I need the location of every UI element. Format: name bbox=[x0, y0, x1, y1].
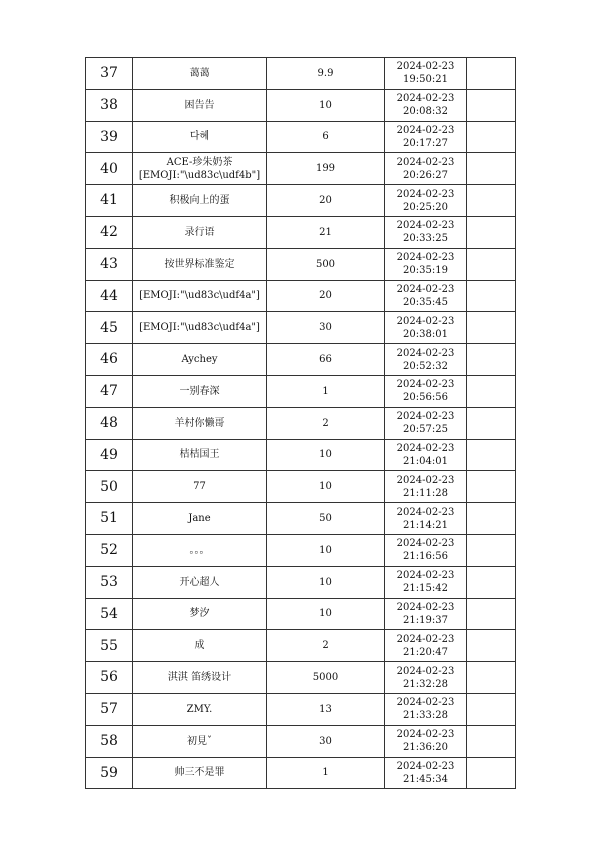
datetime-cell bbox=[385, 248, 467, 280]
note-cell bbox=[467, 121, 516, 153]
datetime-cell bbox=[385, 534, 467, 566]
amount-cell: 30 bbox=[267, 725, 385, 757]
note-cell bbox=[467, 216, 516, 248]
donor-name-cell bbox=[133, 153, 267, 185]
date-text: 2024-02-23 bbox=[396, 729, 455, 741]
time-text: 21:32:28 bbox=[403, 678, 448, 690]
time-text: 21:33:28 bbox=[403, 710, 448, 722]
note-cell bbox=[467, 725, 516, 757]
date-text: 2024-02-23 bbox=[396, 220, 455, 232]
date-text: 2024-02-23 bbox=[396, 601, 455, 613]
datetime-cell bbox=[385, 566, 467, 598]
amount-cell: 10 bbox=[267, 534, 385, 566]
row-number-cell: 55 bbox=[86, 630, 133, 662]
donor-name-line: 按世界标准鉴定 bbox=[164, 258, 235, 270]
donor-name-line: 羊村你懒哥 bbox=[174, 417, 225, 429]
time-text: 21:36:20 bbox=[403, 742, 448, 754]
amount-cell: 199 bbox=[267, 153, 385, 185]
amount-cell: 50 bbox=[267, 503, 385, 535]
donor-name-cell bbox=[133, 693, 267, 725]
donor-name-cell bbox=[133, 503, 267, 535]
row-number-cell: 38 bbox=[86, 89, 133, 121]
amount-cell: 9.9 bbox=[267, 58, 385, 90]
donor-name-line: 桔桔国王 bbox=[179, 449, 220, 461]
donor-name-cell bbox=[133, 248, 267, 280]
datetime-cell bbox=[385, 725, 467, 757]
donor-name-line: 困告告 bbox=[184, 99, 215, 111]
amount-cell: 13 bbox=[267, 693, 385, 725]
table-row bbox=[86, 58, 516, 90]
amount-cell: 10 bbox=[267, 439, 385, 471]
donor-name-line: Jane bbox=[188, 513, 211, 525]
donor-name-line: 다혜 bbox=[189, 131, 210, 143]
donor-name-cell bbox=[133, 58, 267, 90]
note-cell bbox=[467, 503, 516, 535]
table-row bbox=[86, 630, 516, 662]
donation-table bbox=[85, 57, 516, 789]
time-text: 19:50:21 bbox=[403, 74, 448, 86]
donor-name-cell bbox=[133, 185, 267, 217]
table-row bbox=[86, 280, 516, 312]
row-number-cell: 40 bbox=[86, 153, 133, 185]
donor-name-line: 蔼蔼 bbox=[189, 67, 210, 79]
time-text: 20:08:32 bbox=[403, 106, 448, 118]
donor-name-line: [EMOJI:"\ud83c\udf4b"] bbox=[138, 169, 261, 181]
table-row bbox=[86, 216, 516, 248]
date-text: 2024-02-23 bbox=[396, 665, 455, 677]
date-text: 2024-02-23 bbox=[396, 283, 455, 295]
note-cell bbox=[467, 185, 516, 217]
datetime-cell bbox=[385, 662, 467, 694]
donor-name-line: 初見ˇ bbox=[187, 735, 212, 747]
note-cell bbox=[467, 471, 516, 503]
donor-name-line: Aychey bbox=[181, 354, 218, 366]
row-number-cell: 50 bbox=[86, 471, 133, 503]
date-text: 2024-02-23 bbox=[396, 61, 455, 73]
time-text: 21:15:42 bbox=[403, 583, 448, 595]
time-text: 20:33:25 bbox=[403, 233, 448, 245]
row-number-cell: 45 bbox=[86, 312, 133, 344]
datetime-cell bbox=[385, 439, 467, 471]
row-number-cell: 57 bbox=[86, 693, 133, 725]
time-text: 20:25:20 bbox=[403, 201, 448, 213]
donor-name-line: ZMY. bbox=[186, 703, 213, 715]
table-row bbox=[86, 725, 516, 757]
donor-name-line: 淇淇 笛绣设计 bbox=[167, 672, 232, 684]
amount-cell: 500 bbox=[267, 248, 385, 280]
datetime-cell bbox=[385, 503, 467, 535]
donor-name-line: 一别春深 bbox=[179, 385, 220, 397]
date-text: 2024-02-23 bbox=[396, 538, 455, 550]
table-row bbox=[86, 534, 516, 566]
donor-name-cell bbox=[133, 121, 267, 153]
datetime-cell bbox=[385, 185, 467, 217]
date-text: 2024-02-23 bbox=[396, 570, 455, 582]
table-row bbox=[86, 471, 516, 503]
note-cell bbox=[467, 153, 516, 185]
datetime-cell bbox=[385, 757, 467, 789]
amount-cell: 1 bbox=[267, 757, 385, 789]
donor-name-cell bbox=[133, 598, 267, 630]
donor-name-cell bbox=[133, 216, 267, 248]
note-cell bbox=[467, 248, 516, 280]
table-row bbox=[86, 121, 516, 153]
datetime-cell bbox=[385, 471, 467, 503]
date-text: 2024-02-23 bbox=[396, 411, 455, 423]
table-row bbox=[86, 185, 516, 217]
datetime-cell bbox=[385, 216, 467, 248]
donor-name-line: 。。。 bbox=[189, 544, 210, 556]
note-cell bbox=[467, 630, 516, 662]
table-row bbox=[86, 248, 516, 280]
donor-name-cell bbox=[133, 566, 267, 598]
donor-name-line: 成 bbox=[194, 640, 205, 652]
amount-cell: 10 bbox=[267, 89, 385, 121]
table-row bbox=[86, 757, 516, 789]
donor-name-cell bbox=[133, 471, 267, 503]
row-number-cell: 53 bbox=[86, 566, 133, 598]
amount-cell: 1 bbox=[267, 375, 385, 407]
amount-cell: 66 bbox=[267, 344, 385, 376]
donor-name-line: [EMOJI:"\ud83c\udf4a"] bbox=[139, 322, 260, 334]
row-number-cell: 44 bbox=[86, 280, 133, 312]
donor-name-line: ACE-珍朱奶茶 bbox=[166, 156, 233, 168]
datetime-cell bbox=[385, 598, 467, 630]
note-cell bbox=[467, 662, 516, 694]
time-text: 20:56:56 bbox=[403, 392, 448, 404]
row-number-cell: 56 bbox=[86, 662, 133, 694]
time-text: 21:20:47 bbox=[403, 646, 448, 658]
note-cell bbox=[467, 439, 516, 471]
table-row bbox=[86, 312, 516, 344]
table-row bbox=[86, 439, 516, 471]
note-cell bbox=[467, 407, 516, 439]
note-cell bbox=[467, 375, 516, 407]
donor-name-line: 77 bbox=[193, 481, 206, 493]
time-text: 20:57:25 bbox=[403, 424, 448, 436]
donor-name-cell bbox=[133, 662, 267, 694]
table-row bbox=[86, 598, 516, 630]
time-text: 21:45:34 bbox=[403, 773, 448, 785]
note-cell bbox=[467, 534, 516, 566]
donor-name-cell bbox=[133, 757, 267, 789]
datetime-cell bbox=[385, 630, 467, 662]
row-number-cell: 37 bbox=[86, 58, 133, 90]
donor-name-cell bbox=[133, 312, 267, 344]
time-text: 20:35:19 bbox=[403, 265, 448, 277]
donor-name-cell bbox=[133, 725, 267, 757]
date-text: 2024-02-23 bbox=[396, 156, 455, 168]
row-number-cell: 39 bbox=[86, 121, 133, 153]
donor-name-line: 积极向上的蛋 bbox=[169, 195, 230, 207]
row-number-cell: 51 bbox=[86, 503, 133, 535]
datetime-cell bbox=[385, 89, 467, 121]
row-number-cell: 48 bbox=[86, 407, 133, 439]
date-text: 2024-02-23 bbox=[396, 315, 455, 327]
donor-name-line: 梦汐 bbox=[189, 608, 210, 620]
date-text: 2024-02-23 bbox=[396, 252, 455, 264]
time-text: 20:52:32 bbox=[403, 360, 448, 372]
donor-name-cell bbox=[133, 280, 267, 312]
amount-cell: 6 bbox=[267, 121, 385, 153]
date-text: 2024-02-23 bbox=[396, 379, 455, 391]
datetime-cell bbox=[385, 280, 467, 312]
donor-name-cell bbox=[133, 407, 267, 439]
date-text: 2024-02-23 bbox=[396, 760, 455, 772]
datetime-cell bbox=[385, 58, 467, 90]
datetime-cell bbox=[385, 693, 467, 725]
amount-cell: 20 bbox=[267, 185, 385, 217]
datetime-cell bbox=[385, 407, 467, 439]
row-number-cell: 46 bbox=[86, 344, 133, 376]
donor-name-line: [EMOJI:"\ud83c\udf4a"] bbox=[139, 290, 260, 302]
row-number-cell: 42 bbox=[86, 216, 133, 248]
amount-cell: 10 bbox=[267, 566, 385, 598]
amount-cell: 20 bbox=[267, 280, 385, 312]
note-cell bbox=[467, 344, 516, 376]
note-cell bbox=[467, 280, 516, 312]
note-cell bbox=[467, 89, 516, 121]
date-text: 2024-02-23 bbox=[396, 442, 455, 454]
donor-name-cell bbox=[133, 630, 267, 662]
date-text: 2024-02-23 bbox=[396, 93, 455, 105]
donor-name-line: 帅三不是罪 bbox=[174, 767, 225, 779]
amount-cell: 10 bbox=[267, 471, 385, 503]
datetime-cell bbox=[385, 153, 467, 185]
note-cell bbox=[467, 312, 516, 344]
date-text: 2024-02-23 bbox=[396, 124, 455, 136]
row-number-cell: 41 bbox=[86, 185, 133, 217]
amount-cell: 2 bbox=[267, 407, 385, 439]
date-text: 2024-02-23 bbox=[396, 697, 455, 709]
datetime-cell bbox=[385, 312, 467, 344]
time-text: 20:26:27 bbox=[403, 169, 448, 181]
table-row bbox=[86, 503, 516, 535]
table-row bbox=[86, 566, 516, 598]
time-text: 21:16:56 bbox=[403, 551, 448, 563]
table-row bbox=[86, 693, 516, 725]
date-text: 2024-02-23 bbox=[396, 633, 455, 645]
row-number-cell: 43 bbox=[86, 248, 133, 280]
table-body bbox=[86, 58, 516, 789]
donor-name-cell bbox=[133, 439, 267, 471]
donor-name-cell bbox=[133, 344, 267, 376]
date-text: 2024-02-23 bbox=[396, 347, 455, 359]
table-row bbox=[86, 407, 516, 439]
donor-name-line: 开心超人 bbox=[179, 576, 220, 588]
table-row bbox=[86, 153, 516, 185]
note-cell bbox=[467, 58, 516, 90]
note-cell bbox=[467, 693, 516, 725]
datetime-cell bbox=[385, 344, 467, 376]
donor-name-cell bbox=[133, 534, 267, 566]
time-text: 20:17:27 bbox=[403, 137, 448, 149]
time-text: 21:04:01 bbox=[403, 455, 448, 467]
time-text: 21:14:21 bbox=[403, 519, 448, 531]
amount-cell: 2 bbox=[267, 630, 385, 662]
donor-name-line: 录行语 bbox=[184, 226, 215, 238]
row-number-cell: 52 bbox=[86, 534, 133, 566]
row-number-cell: 59 bbox=[86, 757, 133, 789]
row-number-cell: 47 bbox=[86, 375, 133, 407]
note-cell bbox=[467, 566, 516, 598]
time-text: 20:38:01 bbox=[403, 328, 448, 340]
amount-cell: 5000 bbox=[267, 662, 385, 694]
amount-cell: 21 bbox=[267, 216, 385, 248]
note-cell bbox=[467, 757, 516, 789]
amount-cell: 10 bbox=[267, 598, 385, 630]
amount-cell: 30 bbox=[267, 312, 385, 344]
table-row bbox=[86, 344, 516, 376]
donor-name-cell bbox=[133, 89, 267, 121]
time-text: 21:11:28 bbox=[403, 487, 448, 499]
table-row bbox=[86, 375, 516, 407]
table-row bbox=[86, 89, 516, 121]
row-number-cell: 58 bbox=[86, 725, 133, 757]
time-text: 20:35:45 bbox=[403, 296, 448, 308]
note-cell bbox=[467, 598, 516, 630]
date-text: 2024-02-23 bbox=[396, 474, 455, 486]
table-row bbox=[86, 662, 516, 694]
row-number-cell: 49 bbox=[86, 439, 133, 471]
datetime-cell bbox=[385, 121, 467, 153]
time-text: 21:19:37 bbox=[403, 614, 448, 626]
row-number-cell: 54 bbox=[86, 598, 133, 630]
datetime-cell bbox=[385, 375, 467, 407]
date-text: 2024-02-23 bbox=[396, 506, 455, 518]
donor-name-cell bbox=[133, 375, 267, 407]
date-text: 2024-02-23 bbox=[396, 188, 455, 200]
